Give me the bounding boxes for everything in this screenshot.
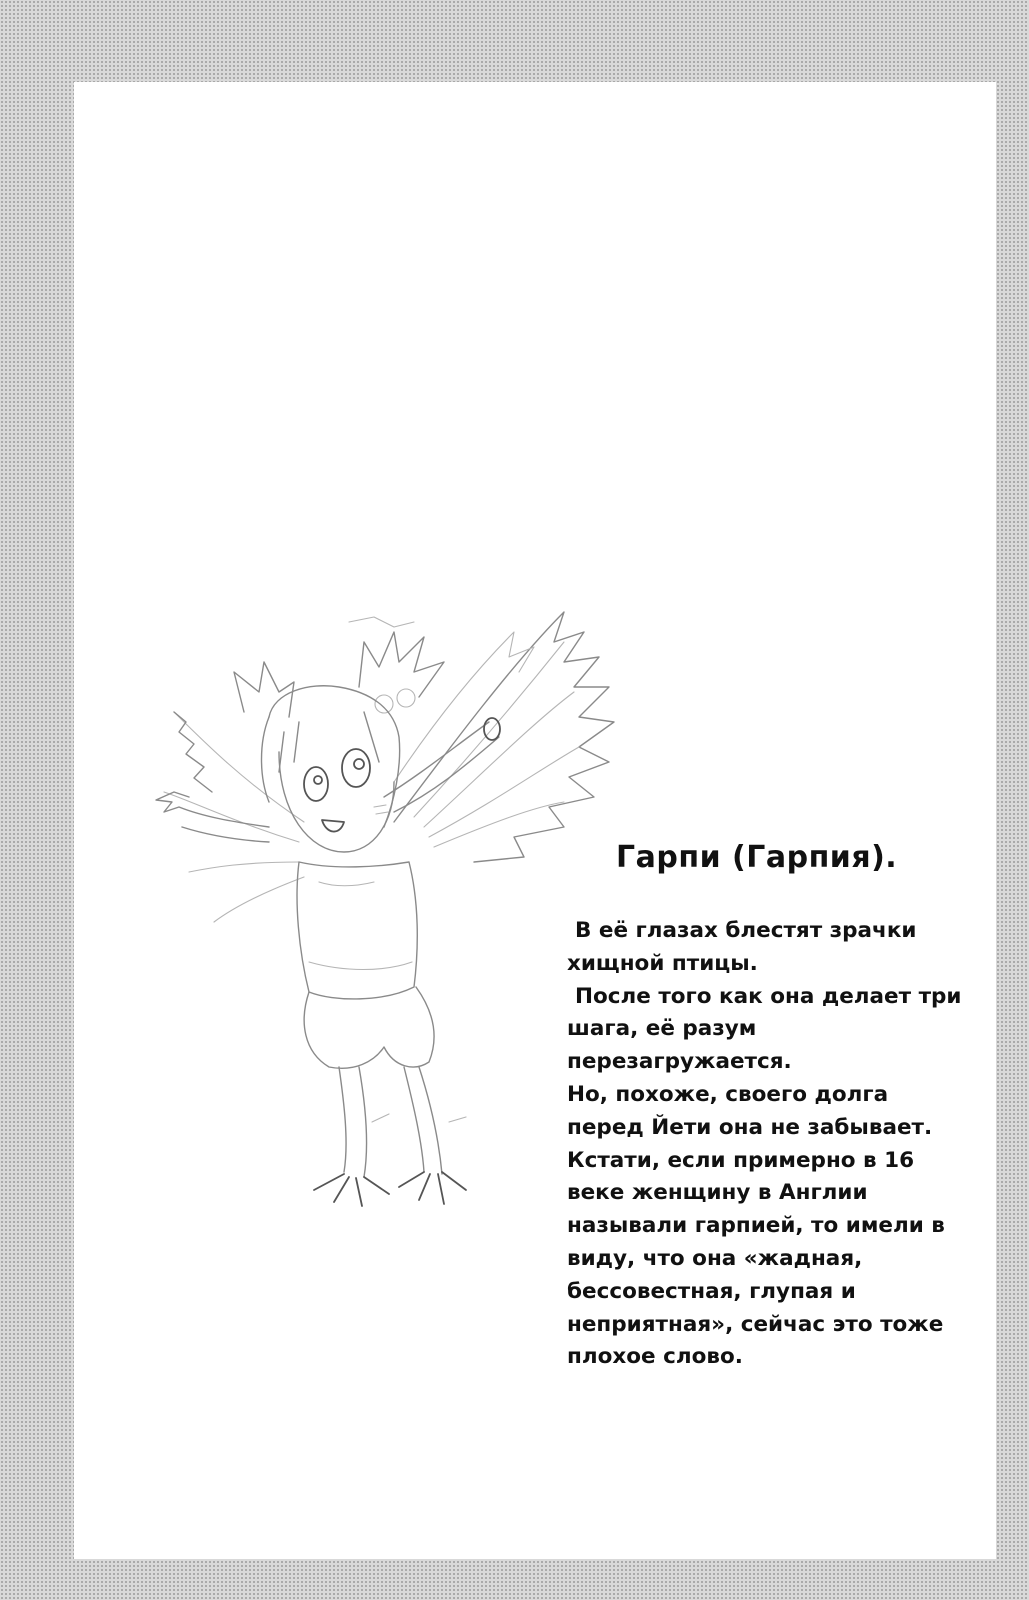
character-title: Гарпи (Гарпия). bbox=[616, 840, 898, 875]
page-sheet bbox=[74, 82, 996, 1559]
description-paragraph: Кстати, если примерно в 16 веке женщину в Англии называли гарпией, то имели в виду, что она «жадная, бессовестная, глупая и неприятная», сейчас это тоже плохое слово. bbox=[567, 1147, 945, 1370]
character-description bbox=[567, 915, 962, 1374]
harpy-illustration bbox=[94, 522, 624, 1222]
description-paragraph: Но, похоже, своего долга перед Йети она не забывает. bbox=[567, 1081, 933, 1140]
description-paragraph: В её глазах блестят зрачки хищной птицы. bbox=[567, 918, 917, 976]
description-paragraph: После того как она делает три шага, её разум перезагружается. bbox=[567, 983, 962, 1075]
